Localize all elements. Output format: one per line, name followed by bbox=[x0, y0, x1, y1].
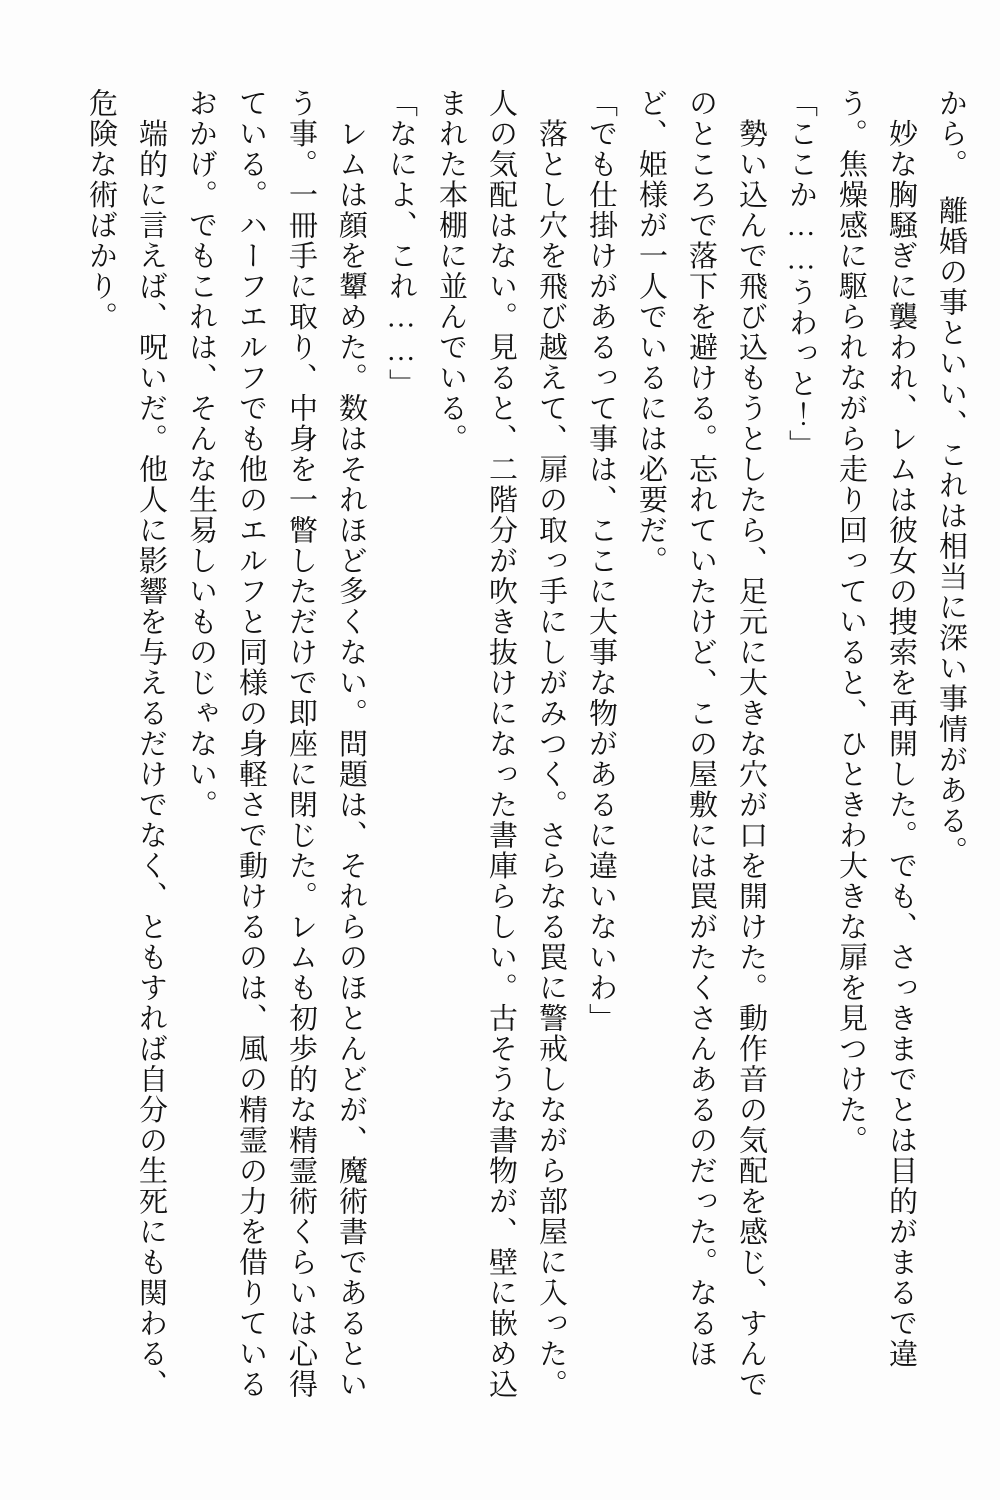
text-line: まれた本棚に並んでいる。 bbox=[435, 88, 467, 454]
novel-text-block bbox=[76, 0, 1000, 1418]
text-line: 妙な胸騒ぎに襲われ、レムは彼女の捜索を再開した。でも、さっきまでとは目的がまるで違 bbox=[885, 88, 917, 1369]
text-line: 勢い込んで飛び込もうとしたら、足元に大きな穴が口を開けた。動作音の気配を感じ、すんで bbox=[735, 88, 767, 1400]
text-line: 「なによ、これ……」 bbox=[385, 88, 417, 399]
text-line: 「でも仕掛けがあるって事は、ここに大事な物があるに違いないわ」 bbox=[585, 88, 617, 1034]
text-line: ど、姫様が一人でいるには必要だ。 bbox=[635, 88, 667, 576]
text-line: から。 離婚の事といい、これは相当に深い事情がある。 bbox=[935, 88, 967, 867]
text-line: 危険な術ばかり。 bbox=[85, 88, 117, 332]
text-line: のところで落下を避ける。忘れていたけど、この屋敷には罠がたくさんあるのだった。なるほ bbox=[685, 88, 717, 1369]
text-line: 人の気配はない。見ると、二階分が吹き抜けになった書庫らしい。古そうな書物が、壁に嵌め込 bbox=[485, 88, 517, 1400]
text-line: 落とし穴を飛び越えて、扉の取っ手にしがみつく。さらなる罠に警戒しながら部屋に入った。 bbox=[535, 88, 567, 1400]
text-line: 「ここか……うわっと！」 bbox=[785, 88, 817, 460]
text-line: う。焦燥感に駆られながら走り回っていると、ひときわ大きな扉を見つけた。 bbox=[835, 88, 867, 1156]
text-line: 端的に言えば、呪いだ。他人に影響を与えるだけでなく、ともすれば自分の生死にも関わる、 bbox=[135, 88, 167, 1400]
text-line: おかげ。でもこれは、そんな生易しいものじゃない。 bbox=[185, 88, 217, 820]
text-line: レムは顔を顰めた。数はそれほど多くない。問題は、それらのほとんどが、魔術書であるとい bbox=[335, 88, 367, 1400]
text-line: う事。一冊手に取り、中身を一瞥しただけで即座に閉じた。レムも初歩的な精霊術くらいは心得 bbox=[285, 88, 317, 1400]
text-line: ている。ハーフエルフでも他のエルフと同様の身軽さで動けるのは、風の精霊の力を借りている bbox=[235, 88, 267, 1400]
